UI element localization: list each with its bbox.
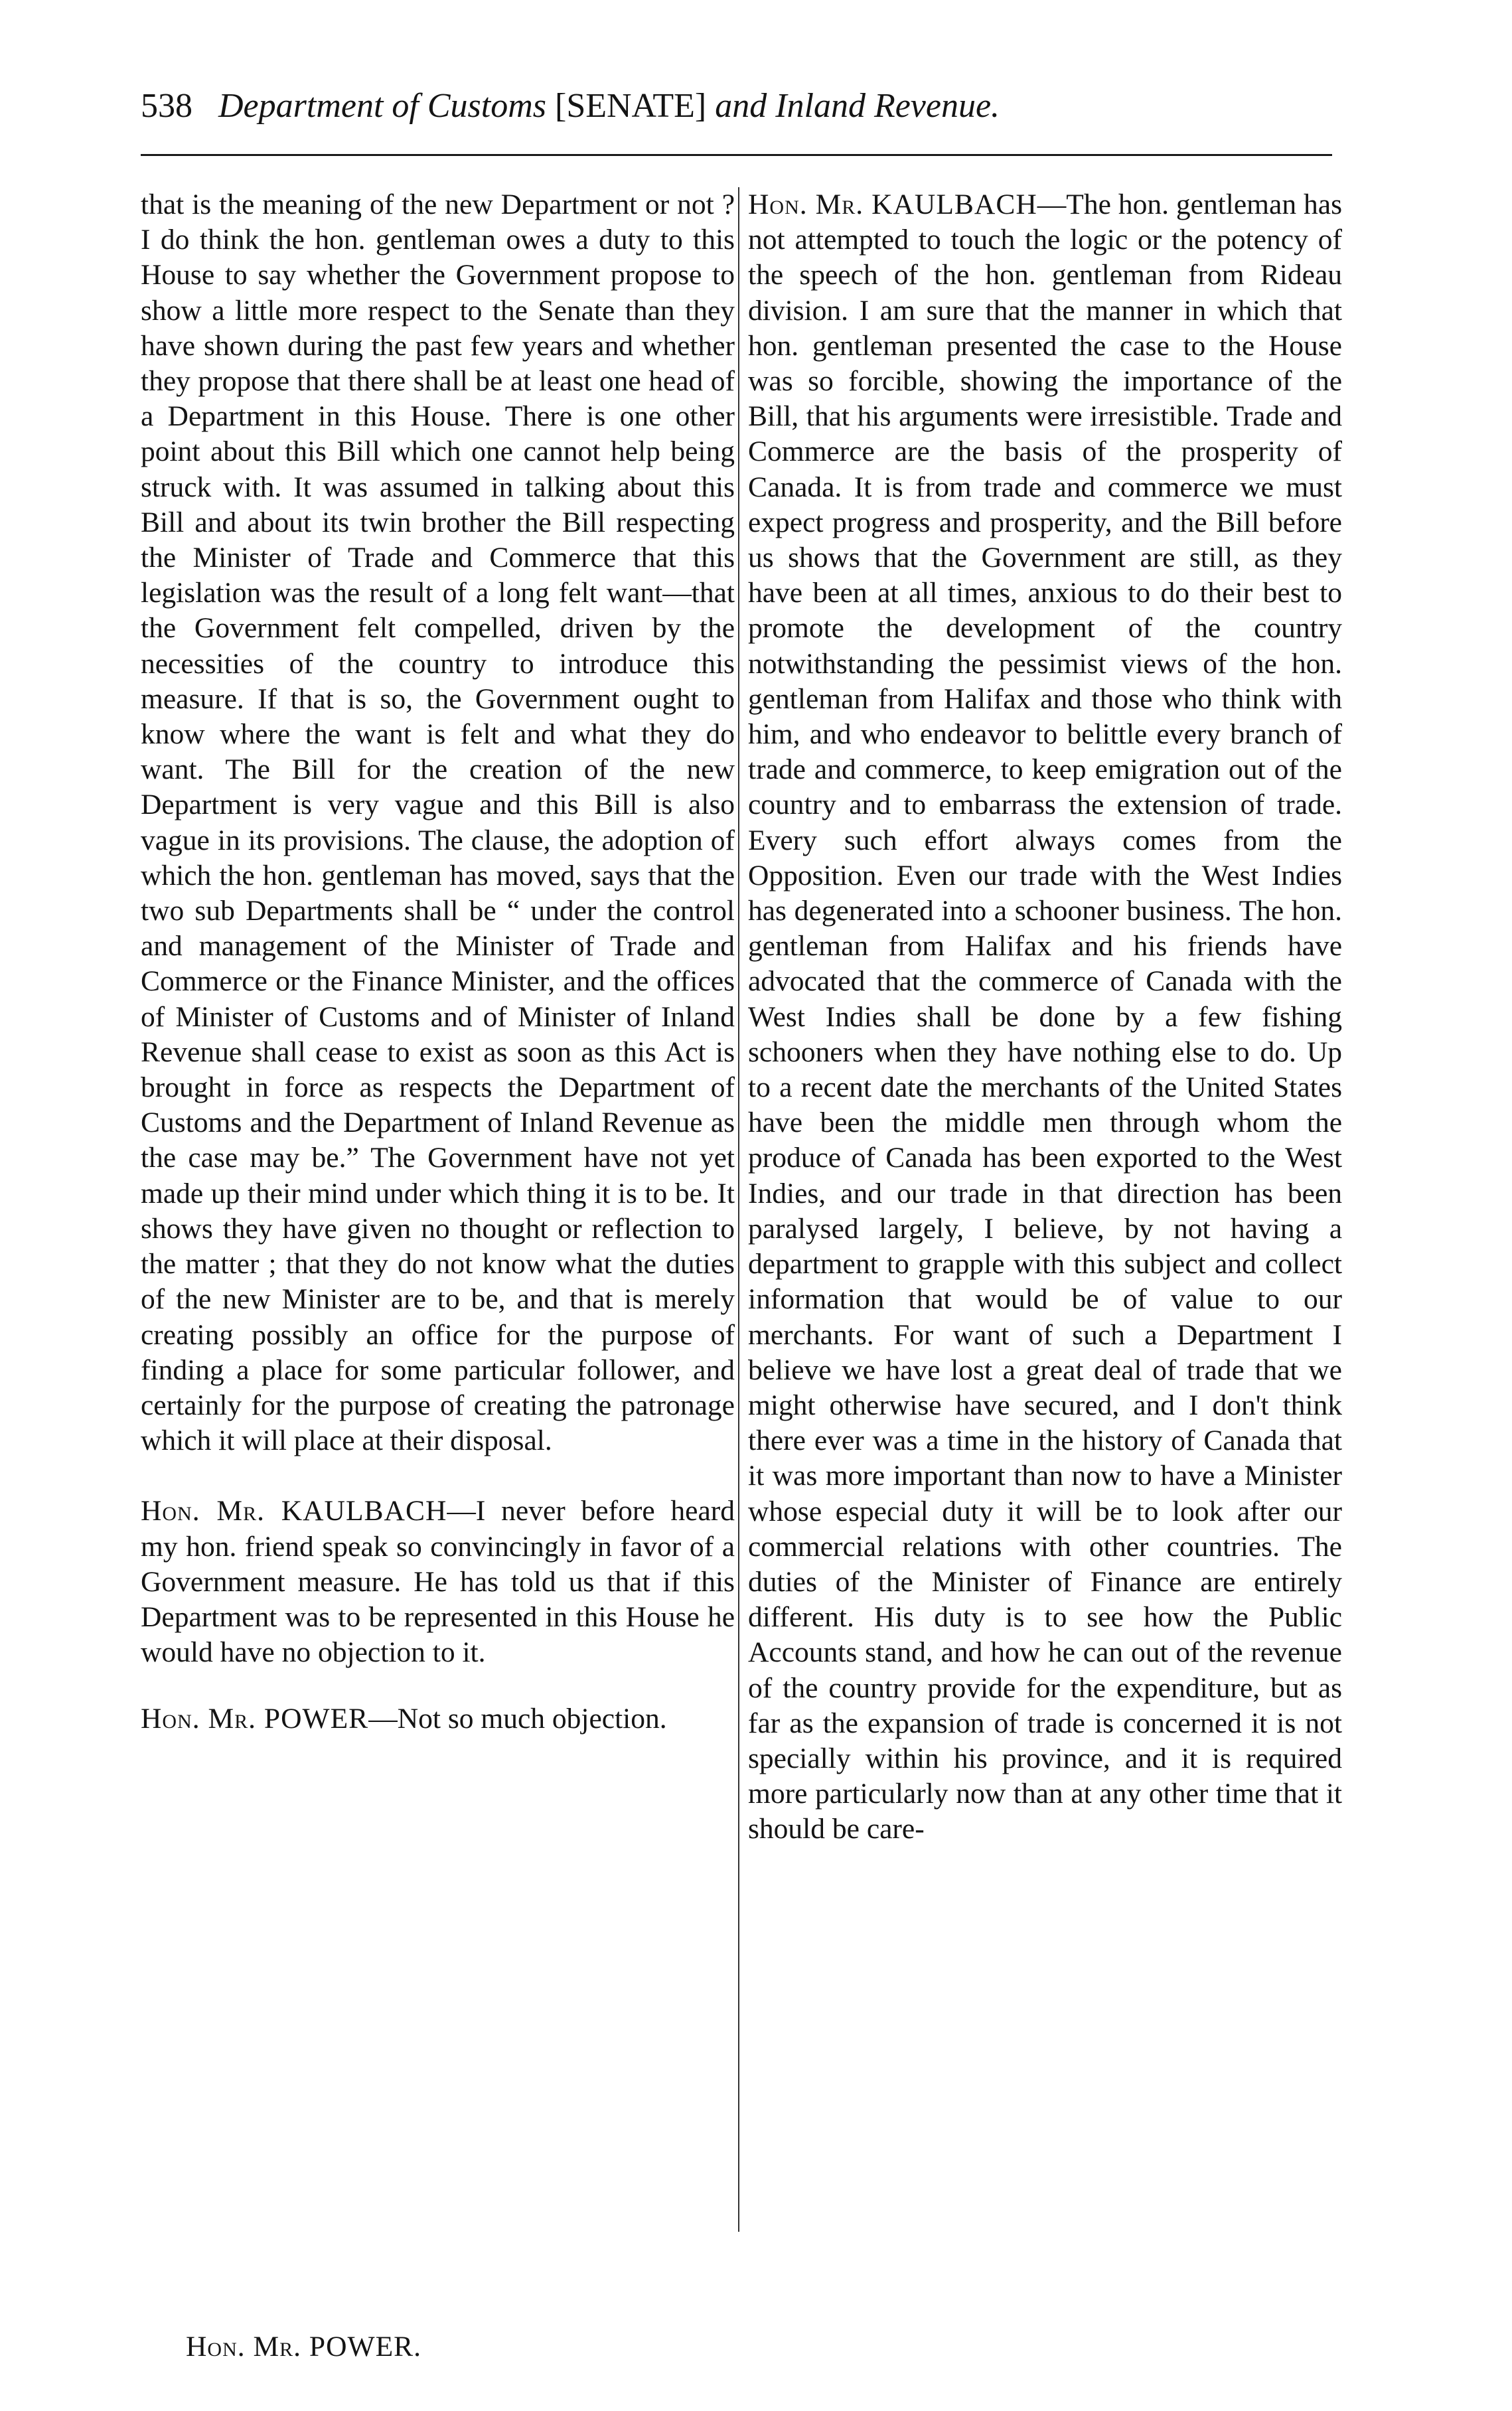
speech-text: —I never before heard my hon. friend speak so convincingly in favor of a Government measure. He has told us that if this Department was to be represented in this House he would have no objection to it.	[141, 1495, 735, 1669]
header-title-center: [SENATE]	[555, 87, 707, 125]
page-number: 538	[141, 87, 192, 125]
speech-text: —The hon. gentleman has not attempted to touch the logic or the potency of the speech of the hon. gentleman from Rideau division. I am sure that the manner in which that hon. gentleman presented the case to the House was so forcible, showing the importance of the Bill, that his arguments were irresistible. Trade and Commerce are the basis of the prosperity of Canada. It is from trade and commerce we must expect progress and prosperity, and the Bill before us shows that the Government are still, as they have been at all times, anxious to do their best to promote the development of the country notwithstanding the pessimist views of the hon. gentleman from Halifax and those who think with him, and who endeavor to belittle every branch of trade and commerce, to keep emigration out of the country and to embarrass the extension of trade. Every such effort always comes from the Opposition. Even our trade with the West Indies has degenerated into a schooner business. The hon. gentleman from Halifax and his friends have advocated that the commerce of Canada with the West Indies shall be done by a few fishing schooners when they have nothing else to do. Up to a recent date the merchants of the United States have been the middle men through whom the produce of Canada has been exported to the West Indies, and our trade in that direction has been paralysed largely, I believe, by not having a department to grapple with this subject and collect information that would be of value to our merchants. For want of such a Department I believe we have lost a great deal of trade that we might otherwise have secured, and I don't think there ever was a time in the history of Canada that it was more important than now to have a Minister whose especial duty it will be to look after our commercial relations with other countries. The duties of the Minister of Finance are entirely different. His duty is to see how the Public Accounts stand, and how he can out of the revenue of the country provide for the expenditure, but as far as the expansion of trade is concerned it is not specially within his province, and it is required more particularly now than at any other time that it should be care-	[748, 189, 1343, 1845]
left-paragraph-3	[141, 1701, 735, 1737]
speaker-name: Hon. Mr. KAULBACH	[141, 1495, 447, 1527]
page-header	[141, 80, 1335, 133]
header-rule	[141, 154, 1332, 156]
catchword: Hon. Mr. POWER.	[186, 2331, 422, 2363]
speaker-name: Hon. Mr. KAULBACH	[748, 189, 1037, 220]
column-divider	[738, 187, 739, 2232]
left-paragraph-1: that is the meaning of the new Department or not ? I do think the hon. gentleman owes a duty to this House to say whether the Government propose to show a little more respect to the Senate than they have shown during the past few years and whether they propose that there shall be at least one head of a Department in this House. There is one other point about this Bill which one cannot help being struck with. It was assumed in talking about this Bill and about its twin brother the Bill respecting the Minister of Trade and Commerce that this legislation was the result of a long felt want—that the Government felt compelled, driven by the necessities of the country to introduce this measure. If that is so, the Government ought to know where the want is felt and what they do want. The Bill for the creation of the new Department is very vague and this Bill is also vague in its provisions. The clause, the adoption of which the hon. gentleman has moved, says that the two sub Departments shall be “ under the control and management of the Minister of Trade and Commerce or the Finance Minister, and the offices of Minister of Customs and of Minister of Inland Revenue shall cease to exist as soon as this Act is brought in force as respects the Department of Customs and the Department of Inland Revenue as the case may be.” The Government have not yet made up their mind under which thing it is to be. It shows they have given no thought or reflection to the matter ; that they do not know what the duties of the new Minister are to be, and that is merely creating possibly an office for the purpose of finding a place for some particular follower, and certainly for the purpose of creating the patronage which it will place at their disposal.	[141, 189, 735, 1457]
right-column	[748, 187, 1342, 1847]
left-column	[141, 187, 735, 1737]
header-title-left: Department of Customs	[218, 87, 546, 125]
speech-text: —Not so much objection.	[368, 1703, 667, 1735]
speaker-name: Hon. Mr. POWER	[141, 1703, 369, 1735]
right-paragraph-1	[748, 187, 1342, 1847]
left-paragraph-2	[141, 1494, 735, 1670]
header-title-right: and Inland Revenue.	[715, 87, 1000, 125]
